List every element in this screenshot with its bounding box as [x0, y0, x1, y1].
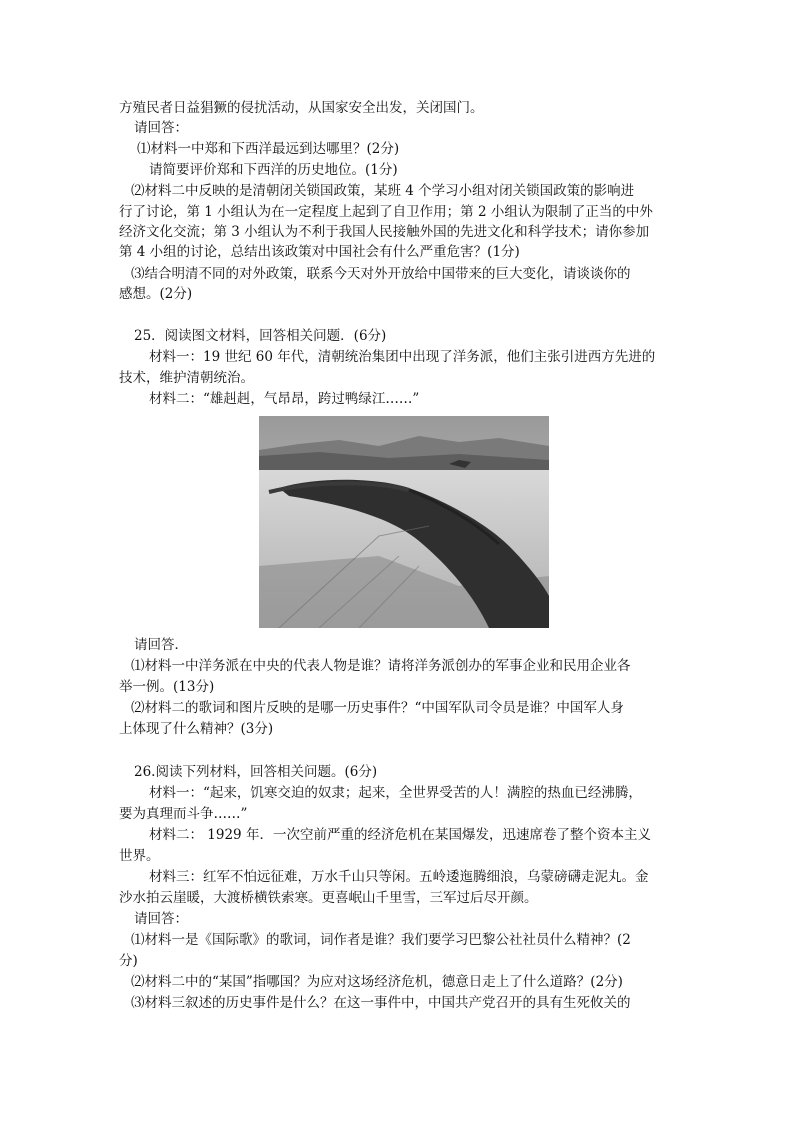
q26-q1-line2: 分)	[119, 953, 138, 969]
q26-material3-line1: 材料三：红军不怕远征难，万水千山只等闲。五岭逶迤腾细浪，乌蒙磅礴走泥丸。金	[149, 869, 649, 885]
q24-q2-line1: ⑵材料二中反映的是清朝闭关锁国政策，某班 4 个学习小组对闭关锁国政策的影响进	[131, 183, 635, 199]
q25-q1-line2: 举一例。(13分)	[119, 679, 215, 695]
q25-material1-line2: 技术，维护清朝统治。	[119, 370, 254, 386]
q25-q2-line2: 上体现了什么精神？(3分)	[119, 721, 274, 737]
q24-q1b: 请简要评价郑和下西洋的历史地位。(1分)	[149, 162, 398, 178]
q25-prompt: 请回答．	[134, 637, 188, 653]
q26-material1-line1: 材料一：“起来，饥寒交迫的奴隶；起来，全世界受苦的人！满腔的热血已经沸腾，	[149, 785, 642, 801]
q26-material2-line2: 世界。	[119, 848, 160, 864]
q26-q3: ⑶材料三叙述的历史事件是什么？在这一事件中，中国共产党召开的具有生死攸关的	[131, 995, 631, 1011]
q26-material2-line1: 材料二： 1929 年．一次空前严重的经济危机在某国爆发，迅速席卷了整个资本主义	[149, 827, 651, 843]
q26-prompt: 请回答：	[134, 911, 188, 927]
q26-q2: ⑵材料二中的“某国”指哪国？为应对这场经济危机，德意日走上了什么道路？(2分)	[131, 974, 623, 990]
q24-q2-line3: 经济文化交流；第 3 小组认为不利于我国人民接触外国的先进文化和科学技术；请你参加	[119, 224, 650, 240]
q25-heading: 25．阅读图文材料，回答相关问题．(6分)	[134, 328, 387, 344]
crossing-yalu-river-photo	[259, 416, 549, 628]
q25-q1-line1: ⑴材料一中洋务派在中央的代表人物是谁？请将洋务派创办的军事企业和民用企业各	[131, 658, 631, 674]
q24-prompt: 请回答：	[134, 120, 188, 136]
q26-heading: 26.阅读下列材料，回答相关问题。(6分)	[134, 764, 378, 780]
q24-q3-line1: ⑶结合明清不同的对外政策，联系今天对外开放给中国带来的巨大变化，请谈谈你的	[131, 266, 631, 282]
q24-continuation: 方殖民者日益猖獗的侵扰活动，从国家安全出发，关闭国门。	[119, 100, 484, 116]
q26-q1-line1: ⑴材料一是《国际歌》的歌词，词作者是谁？我们要学习巴黎公社社员什么精神？(2	[131, 932, 631, 948]
q24-q2-line4: 第 4 小组的讨论，总结出该政策对中国社会有什么严重危害？(1分)	[119, 244, 520, 260]
q24-q3-line2: 感想。(2分)	[119, 286, 193, 302]
q25-q2-line1: ⑵材料二的歌词和图片反映的是哪一历史事件？“中国军队司令员是谁？中国军人身	[131, 700, 624, 716]
q24-q2-line2: 行了讨论，第 1 小组认为在一定程度上起到了自卫作用；第 2 小组认为限制了正当的中外	[119, 204, 653, 220]
q26-material1-line2: 要为真理而斗争……”	[119, 806, 248, 822]
q26-material3-line2: 沙水拍云崖暖，大渡桥横铁索寒。更喜岷山千里雪，三军过后尽开颜。	[119, 890, 538, 906]
q24-q1a: ⑴材料一中郑和下西洋最远到达哪里？(2分)	[137, 141, 400, 157]
q25-material2: 材料二：“雄赳赳，气昂昂，跨过鸭绿江……”	[149, 391, 420, 407]
q25-material1-line1: 材料一：19 世纪 60 年代，清朝统治集团中出现了洋务派，他们主张引进西方先进的	[149, 349, 656, 365]
